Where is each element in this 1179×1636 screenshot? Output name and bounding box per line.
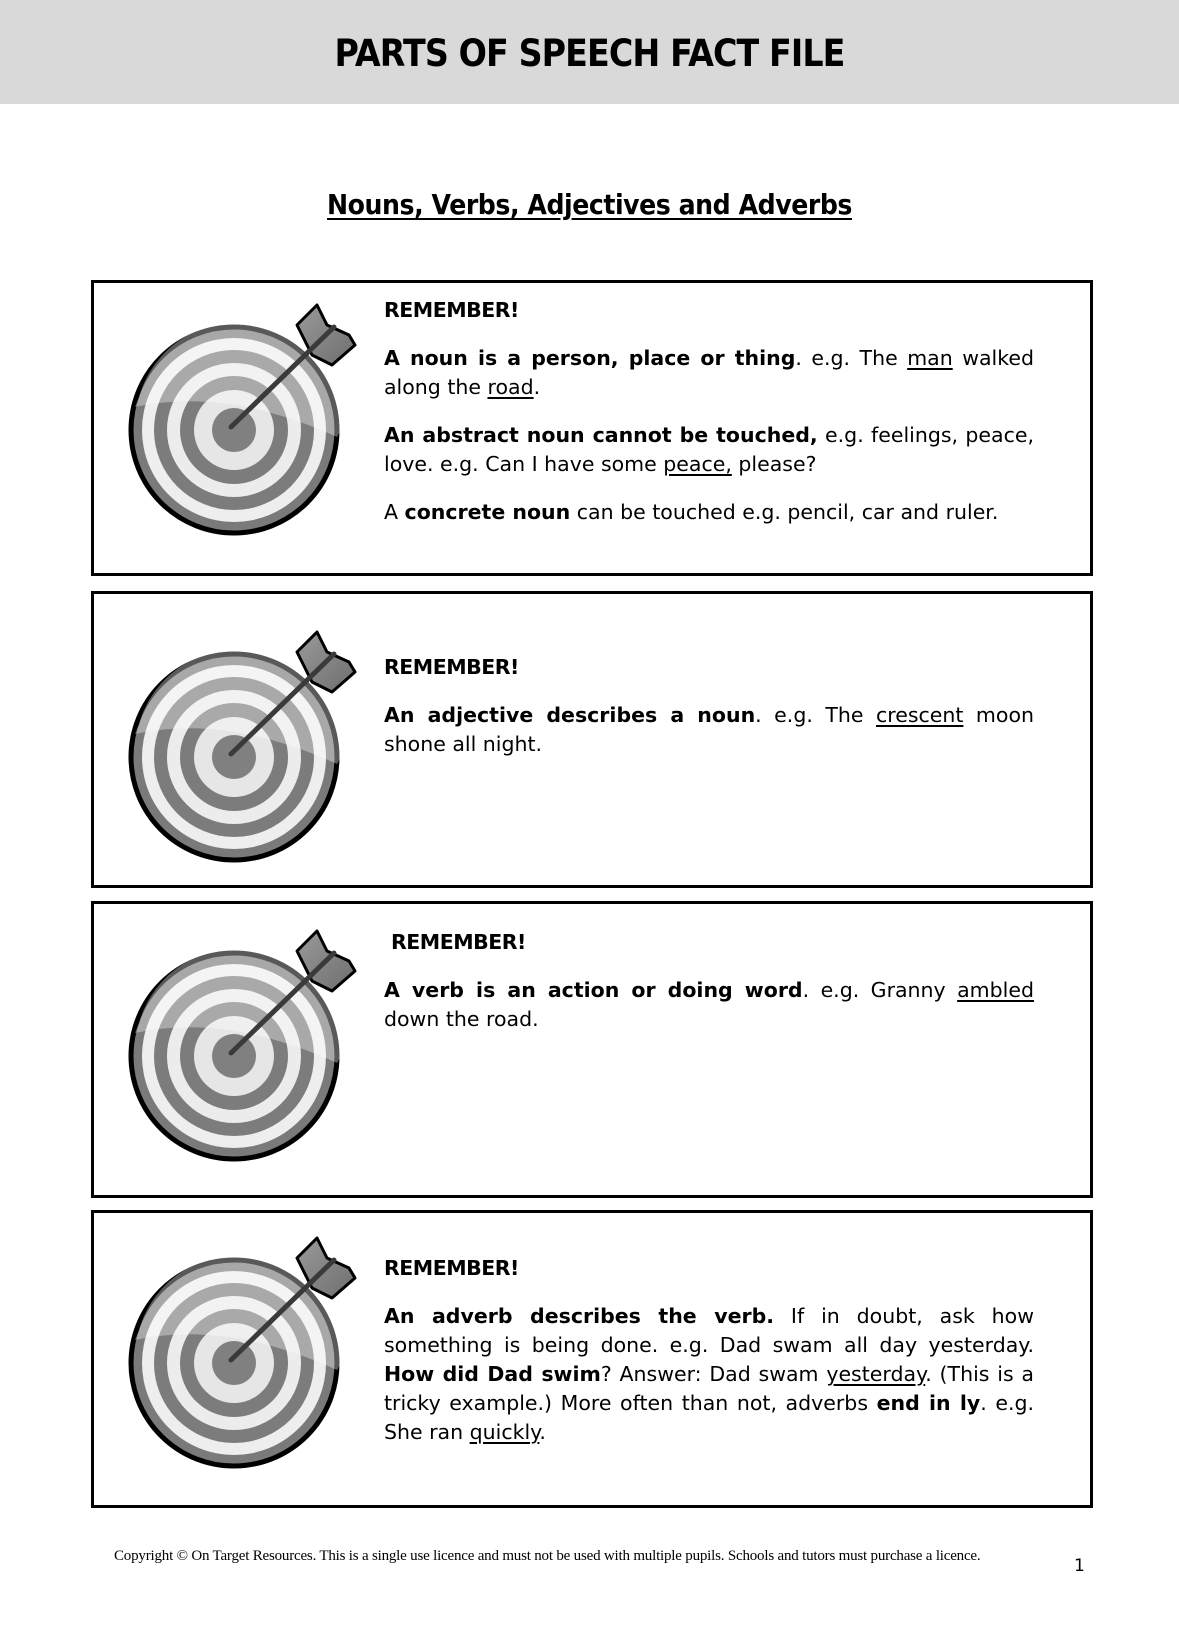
text-run: moon shone all night. (384, 703, 1034, 756)
target-arrow-icon (127, 1230, 365, 1470)
bold-text: A noun is a person, place or thing (384, 346, 796, 370)
underlined-example-word: man (907, 346, 953, 370)
remember-label: REMEMBER! (384, 298, 519, 322)
remember-label: REMEMBER! (384, 655, 519, 679)
underlined-example-word: road (487, 375, 534, 399)
page-number: 1 (1074, 1556, 1085, 1576)
text-run: A (384, 500, 405, 524)
text-run: . e.g. She ran (384, 1391, 1034, 1444)
remember-label: REMEMBER! (391, 930, 526, 954)
bold-text: How did Dad swim (384, 1362, 601, 1386)
card-adverbs (91, 1210, 1093, 1508)
section-subtitle: Nouns, Verbs, Adjectives and Adverbs (327, 188, 852, 221)
text-run: ? Answer: Dad swam (600, 1362, 827, 1386)
text-run: down the road. (384, 1007, 539, 1031)
text-run: . (This is a tricky example.) More often than not, adverbs (384, 1362, 1034, 1415)
underlined-example-word: crescent (875, 703, 964, 727)
card-content (384, 928, 1034, 1053)
text-run: . e.g. Granny (802, 978, 958, 1002)
fact-paragraph (384, 701, 1034, 759)
bold-text: An abstract noun cannot be touched, (384, 423, 818, 447)
card-nouns (91, 280, 1093, 576)
text-run: walked along the (384, 346, 1034, 399)
bold-text: A verb is an action or doing word (384, 978, 803, 1002)
target-arrow-icon (127, 624, 365, 864)
bold-text: An adjective describes a noun (384, 703, 756, 727)
text-run: please? (731, 452, 817, 476)
target-arrow-icon (127, 923, 365, 1163)
fact-paragraph (384, 344, 1034, 402)
text-run: . e.g. The (795, 346, 908, 370)
text-run: If in doubt, ask how something is being done. e.g. Dad swam all day yesterday. (384, 1304, 1034, 1357)
underlined-example-word: yesterday (826, 1362, 926, 1386)
bold-text: An adverb describes the verb. (384, 1304, 775, 1328)
target-arrow-icon (127, 297, 365, 537)
remember-label: REMEMBER! (384, 1256, 519, 1280)
fact-paragraph (384, 976, 1034, 1034)
text-run: e.g. feelings, peace, love. e.g. Can I have some (384, 423, 1034, 476)
copyright-notice: Copyright © On Target Resources. This is a single use licence and must not be used with multiple pupils. Schools and tutors must purchase a licence. (114, 1548, 981, 1564)
underlined-example-word: peace, (663, 452, 732, 476)
text-run: . (539, 1420, 546, 1444)
fact-paragraph (384, 1302, 1034, 1447)
text-run: . (533, 375, 541, 399)
text-run: can be touched e.g. pencil, car and ruler. (570, 500, 999, 524)
text-run: . e.g. The (755, 703, 876, 727)
document-title: PARTS OF SPEECH FACT FILE (334, 32, 845, 75)
card-content (384, 653, 1034, 778)
underlined-example-word: ambled (957, 978, 1034, 1002)
fact-paragraph (384, 421, 1034, 479)
card-adjectives (91, 591, 1093, 888)
bold-text: concrete noun (404, 500, 571, 524)
card-content (384, 1254, 1034, 1466)
card-verbs (91, 901, 1093, 1198)
underlined-example-word: quickly (469, 1420, 540, 1444)
fact-paragraph (384, 498, 1034, 527)
card-content (384, 296, 1034, 546)
bold-text: end in ly (876, 1391, 981, 1415)
